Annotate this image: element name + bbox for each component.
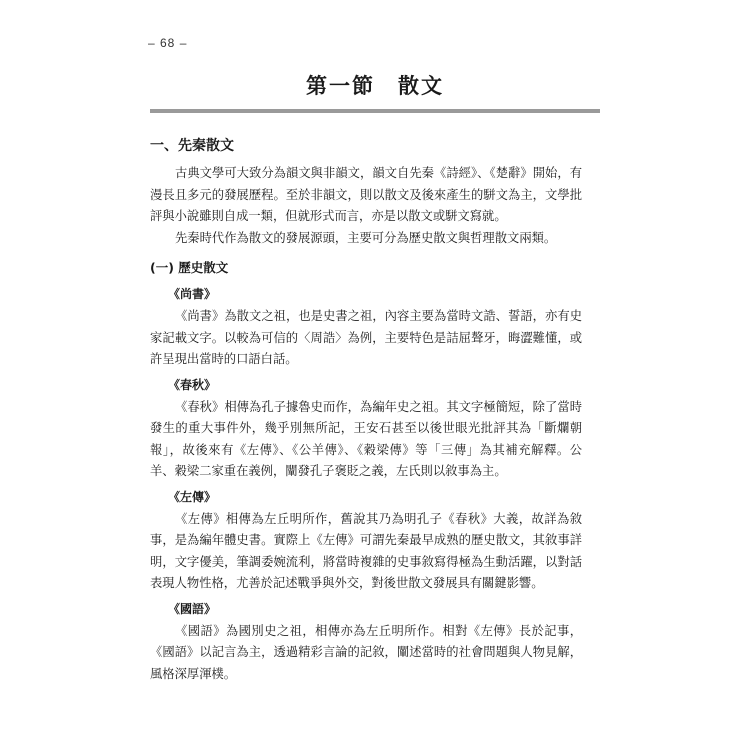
paragraph: 先秦時代作為散文的發展源頭，主要可分為歷史散文與哲理散文兩類。 (175, 230, 557, 245)
book-heading: 《國語》 (168, 601, 217, 616)
subsection-heading: (一) 歷史散文 (150, 260, 229, 275)
paragraph: 古典文學可大致分為韻文與非韻文，韻文自先秦《詩經》、《楚辭》開始，有漫長且多元的發展歷程。至於非韻文，則以散文及後來產生的駢文為主，文學批評與小說雖則自成一類，但就形式而言，亦是以散文或駢文寫就。 (150, 166, 582, 223)
paragraph: 《國語》為國別史之祖，相傳亦為左丘明所作。相對《左傳》長於記事，《國語》以記言為主，透過精彩言論的記敘，闡述當時的社會問題與人物見解，風格深厚渾樸。 (150, 623, 582, 681)
paragraph: 《左傳》相傳為左丘明所作，舊說其乃為明孔子《春秋》大義，故詳為敘事，是為編年體史書。實際上《左傳》可謂先秦最早成熟的歷史散文，其敘事詳明，文字優美，筆調委婉流利，將當時複雜的史事敘寫得極為生動活躍，以對話表現人物性格，尤善於記述戰爭與外交，對後世散文發展具有關鍵影響。 (150, 511, 582, 590)
page-body (150, 136, 582, 685)
book-entry-shangshu (150, 284, 582, 371)
book-entry-guoyu (150, 599, 582, 686)
chapter-title: 第一節 散文 (306, 74, 444, 98)
book-entry-zuozhuan (150, 487, 582, 595)
book-entry-chunqiu (150, 375, 582, 483)
book-heading: 《左傳》 (168, 489, 217, 504)
paragraph: 《尚書》為散文之祖，也是史書之祖，內容主要為當時文誥、誓語，亦有史家記載文字。以較為可信的〈周誥〉為例，主要特色是詰屈聱牙，晦澀難懂，或許呈現出當時的口語白話。 (150, 309, 582, 366)
title-divider (150, 109, 600, 113)
book-heading: 《尚書》 (168, 287, 217, 301)
page-number: – 68 – (148, 36, 188, 50)
section-heading: 一、先秦散文 (150, 138, 234, 154)
paragraph: 《春秋》相傳為孔子據魯史而作，為編年史之祖。其文字極簡短，除了當時發生的重大事件外，幾乎別無所記，王安石甚至以後世眼光批評其為「斷爛朝報」，故後來有《左傳》、《公羊傳》、《穀梁傳》等「三傳」為其補充解釋。公羊、穀梁二家重在義例，闡發孔子褒貶之義，左氏則以敘事為主。 (150, 399, 582, 478)
book-heading: 《春秋》 (168, 377, 217, 392)
